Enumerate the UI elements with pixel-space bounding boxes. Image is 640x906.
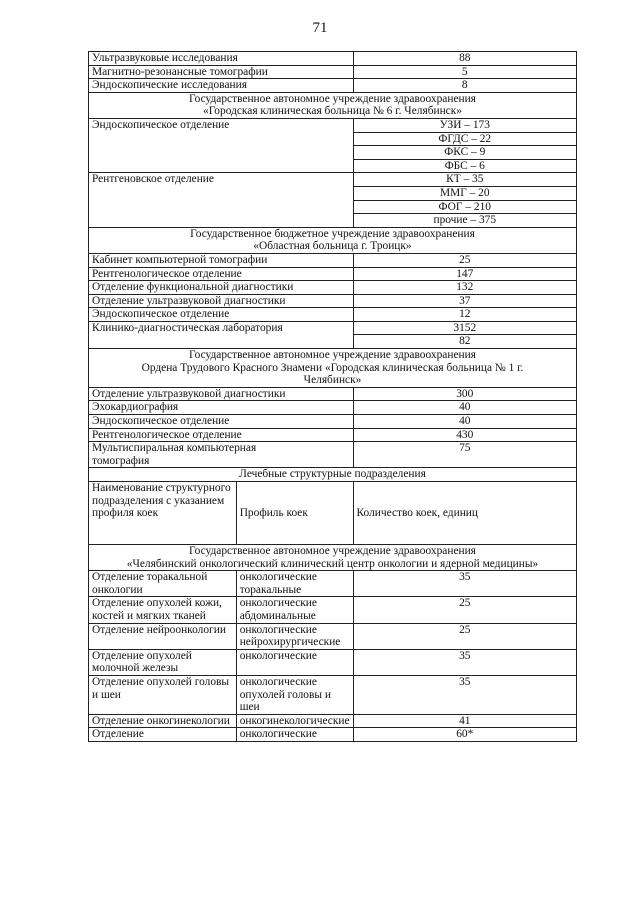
row-name: Эндоскопическое отделение [89, 118, 354, 172]
org-line: Челябинск» [303, 374, 362, 387]
row-name: Рентгеновское отделение [89, 173, 354, 227]
table-row [89, 173, 577, 187]
page-number: 71 [312, 20, 328, 36]
header-row [89, 482, 577, 545]
profile-cell: онкологические опухолей головы и шеи [236, 675, 353, 714]
profile-cell: онкологические нейрохирургические [236, 623, 353, 649]
row-name: Кабинет компьютерной томографии [89, 253, 354, 267]
header-profile: Профиль коек [236, 482, 353, 545]
row-value: прочие – 375 [353, 214, 576, 228]
org-header-row [89, 545, 577, 571]
row-value: 40 [353, 415, 576, 429]
row-value: ФКС – 9 [353, 146, 576, 160]
table-row [89, 118, 577, 132]
table-row [89, 428, 577, 442]
org-header-row [89, 349, 577, 388]
org-line: «Челябинский онкологический клинический центр онкологии и ядерной медицины» [126, 557, 539, 570]
org-line: «Городская клиническая больница № 6 г. Челябинск» [203, 105, 462, 118]
profile-cell: онкологические абдоминальные [236, 597, 353, 623]
profile-cell: онкологические [236, 728, 353, 742]
table-row [89, 649, 577, 675]
org-header [89, 227, 577, 253]
dept-cell: Отделение опухолей молочной железы [89, 649, 237, 675]
profile-cell: онкологические [236, 649, 353, 675]
row-name: Эндоскопическое отделение [89, 308, 354, 322]
table-row [89, 442, 577, 468]
org-header [89, 349, 577, 388]
document-table [88, 51, 577, 742]
org-line: Государственное автономное учреждение здравоохранения [189, 349, 476, 362]
row-value: 300 [353, 387, 576, 401]
row-name: Ультразвуковые исследования [89, 52, 354, 66]
org-header-row [89, 92, 577, 118]
row-value: ММГ – 20 [353, 186, 576, 200]
beds-cell: 25 [353, 623, 576, 649]
table-row [89, 253, 577, 267]
row-value: 25 [353, 253, 576, 267]
table-row [89, 267, 577, 281]
row-value: 3152 [353, 321, 576, 335]
row-value: ФБС – 6 [353, 159, 576, 173]
table-row [89, 281, 577, 295]
org-line: Государственное бюджетное учреждение здравоохранения [190, 227, 475, 240]
dept-cell: Отделение торакальной онкологии [89, 571, 237, 597]
org-line: Государственное автономное учреждение здравоохранения [189, 545, 476, 557]
row-value: ФОГ – 210 [353, 200, 576, 214]
beds-cell: 25 [353, 597, 576, 623]
row-value: 430 [353, 428, 576, 442]
beds-cell: 41 [353, 714, 576, 728]
row-name: Эхокардиография [89, 401, 354, 415]
org-header [89, 92, 577, 118]
table-row [89, 321, 577, 335]
table-row [89, 623, 577, 649]
header-dept: Наименование структурного подразделения с указанием профиля коек [89, 482, 237, 545]
row-name: Мультиспиральная компьютерная томография [89, 442, 354, 468]
table-row [89, 52, 577, 66]
row-name: Отделение функциональной диагностики [89, 281, 354, 295]
row-name: Магнитно-резонансные томографии [89, 65, 354, 79]
dept-cell: Отделение нейроонкологии [89, 623, 237, 649]
table-row [89, 714, 577, 728]
table-row [89, 387, 577, 401]
beds-cell: 35 [353, 675, 576, 714]
row-name: Отделение ультразвуковой диагностики [89, 294, 354, 308]
row-name: Рентгенологическое отделение [89, 267, 354, 281]
row-name: Рентгенологическое отделение [89, 428, 354, 442]
row-value: 75 [353, 442, 576, 468]
beds-cell: 60* [353, 728, 576, 742]
document-table-wrapper [88, 51, 577, 742]
row-value: КТ – 35 [353, 173, 576, 187]
profile-cell: онкогинекологические [236, 714, 353, 728]
org-header [89, 545, 577, 571]
row-value: 147 [353, 267, 576, 281]
row-value: 37 [353, 294, 576, 308]
table-row [89, 571, 577, 597]
dept-cell: Отделение опухолей кожи, костей и мягких тканей [89, 597, 237, 623]
table-row [89, 65, 577, 79]
table-row [89, 79, 577, 93]
dept-cell: Отделение [89, 728, 237, 742]
row-value: 82 [353, 335, 576, 349]
row-value: 132 [353, 281, 576, 295]
row-name: Отделение ультразвуковой диагностики [89, 387, 354, 401]
section-title: Лечебные структурные подразделения [89, 468, 577, 482]
profile-cell: онкологические торакальные [236, 571, 353, 597]
table-row [89, 728, 577, 742]
table-row [89, 401, 577, 415]
row-value: УЗИ – 173 [353, 118, 576, 132]
row-value: 88 [353, 52, 576, 66]
row-name: Эндоскопическое отделение [89, 415, 354, 429]
row-value: 5 [353, 65, 576, 79]
beds-cell: 35 [353, 571, 576, 597]
table-row [89, 294, 577, 308]
org-line: Ордена Трудового Красного Знамени «Городская клиническая больница № 1 г. [141, 361, 524, 374]
row-name: Клинико-диагностическая лаборатория [89, 321, 354, 348]
section-title-row [89, 468, 577, 482]
row-value: 40 [353, 401, 576, 415]
dept-cell: Отделение опухолей головы и шеи [89, 675, 237, 714]
org-header-row [89, 227, 577, 253]
org-line: Государственное автономное учреждение здравоохранения [189, 92, 476, 105]
beds-cell: 35 [353, 649, 576, 675]
table-row [89, 308, 577, 322]
header-beds: Количество коек, единиц [353, 482, 576, 545]
row-value: 12 [353, 308, 576, 322]
table-row [89, 675, 577, 714]
table-row [89, 415, 577, 429]
org-line: «Областная больница г. Троицк» [253, 240, 412, 253]
row-value: ФГДС – 22 [353, 132, 576, 146]
table-row [89, 597, 577, 623]
dept-cell: Отделение онкогинекологии [89, 714, 237, 728]
row-value: 8 [353, 79, 576, 93]
row-name: Эндоскопические исследования [89, 79, 354, 93]
